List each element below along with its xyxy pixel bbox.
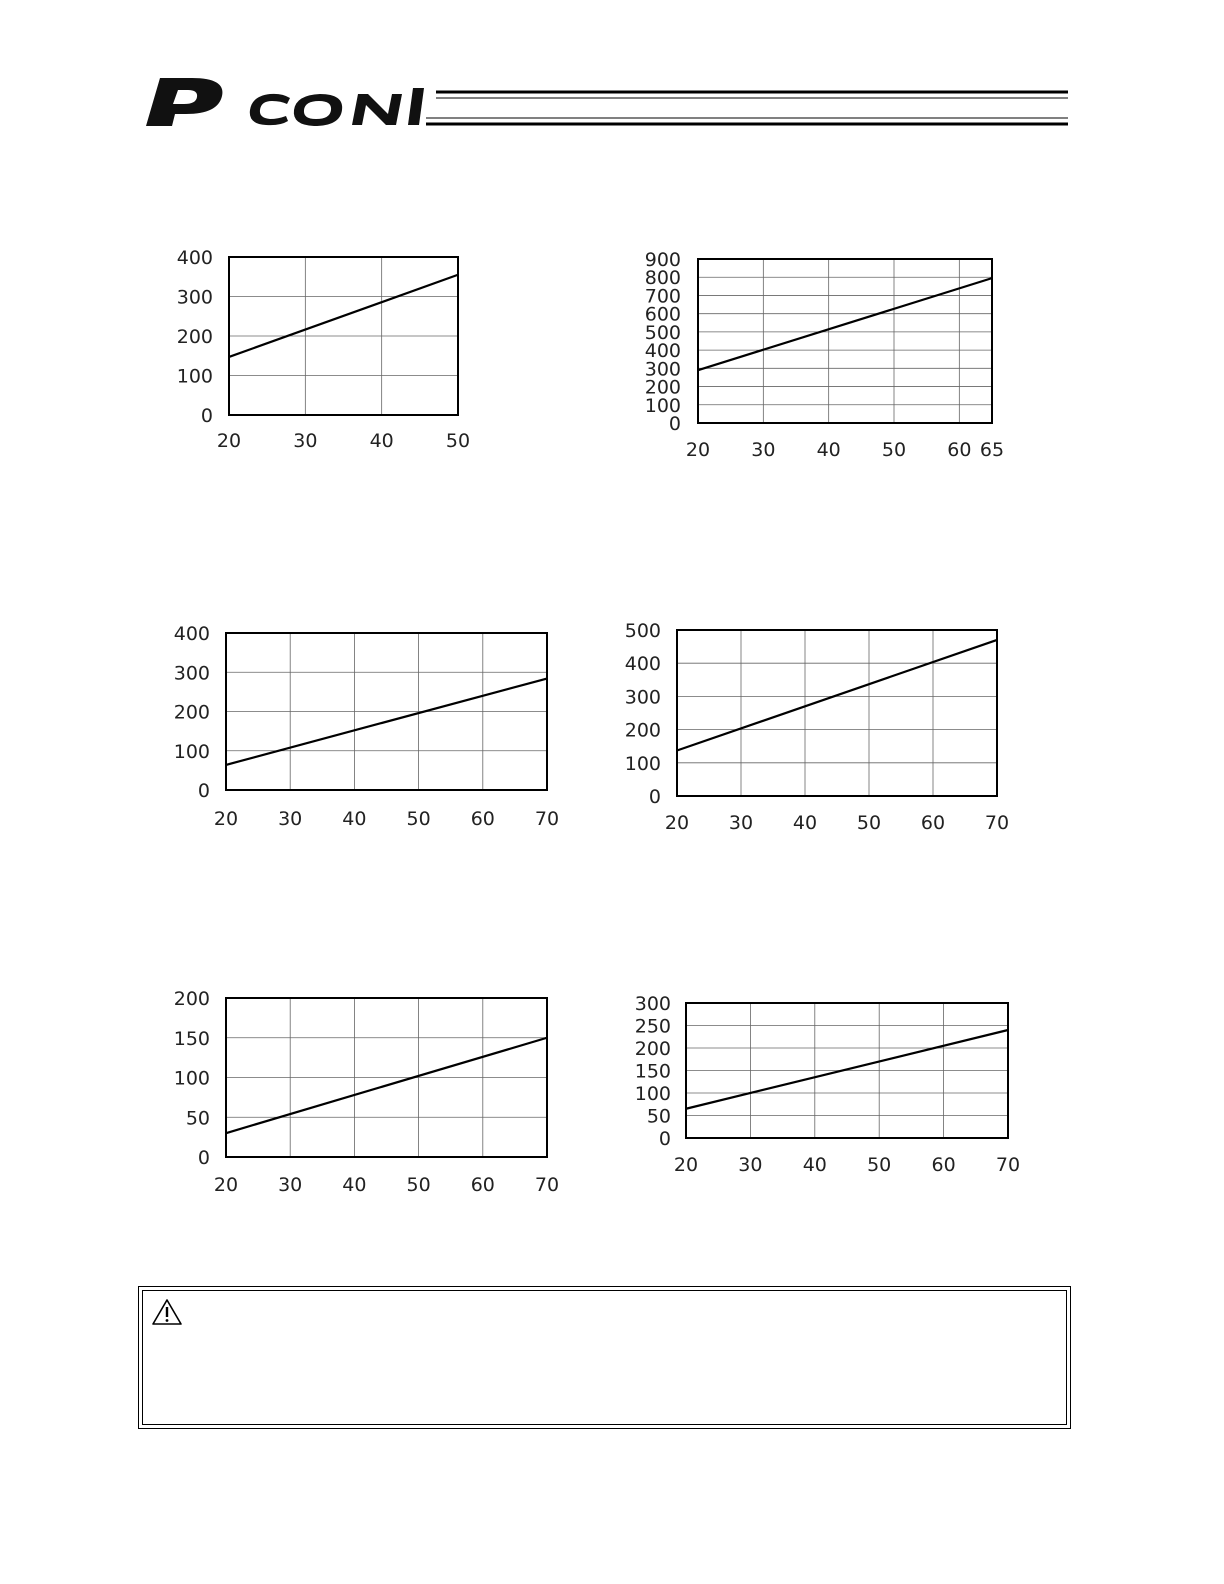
x-tick-label: 40	[792, 812, 818, 834]
y-tick-label: 400	[176, 247, 213, 269]
y-tick-label: 500	[624, 620, 661, 642]
x-tick-label: 70	[984, 812, 1010, 834]
x-tick-label: 50	[406, 808, 431, 830]
series-line	[686, 1030, 1008, 1109]
y-tick-label: 0	[648, 786, 661, 808]
y-tick-label: 300	[173, 662, 210, 685]
caution-box	[138, 1286, 1071, 1429]
caution-box-inner	[142, 1290, 1067, 1425]
y-tick-label: 300	[176, 286, 213, 309]
x-tick-label: 20	[216, 430, 242, 452]
x-tick-label: 60	[931, 1154, 956, 1176]
y-tick-label: 200	[173, 988, 210, 1010]
y-tick-label: 200	[644, 376, 681, 399]
y-tick-label: 0	[197, 1147, 210, 1169]
x-tick-label: 50	[867, 1154, 892, 1176]
x-tick-label: 50	[406, 1174, 431, 1196]
x-tick-label: 30	[738, 1154, 763, 1176]
y-tick-label: 50	[646, 1105, 671, 1128]
y-tick-label: 100	[624, 752, 661, 775]
y-tick-label: 400	[624, 653, 661, 676]
y-tick-label: 200	[176, 326, 213, 348]
y-tick-label: 150	[634, 1060, 671, 1083]
y-tick-label: 400	[644, 340, 681, 363]
x-tick-label: 30	[278, 808, 303, 830]
y-tick-label: 500	[644, 321, 681, 344]
x-tick-label: 60	[947, 439, 972, 461]
y-tick-label: 200	[634, 1038, 671, 1060]
x-tick-label: 30	[278, 1174, 303, 1196]
y-tick-label: 100	[634, 1083, 671, 1105]
y-tick-label: 100	[173, 1067, 210, 1090]
x-tick-label: 60	[470, 808, 495, 830]
y-tick-label: 100	[644, 394, 681, 417]
y-tick-label: 300	[644, 358, 681, 381]
y-tick-label: 100	[173, 740, 210, 763]
x-tick-label: 30	[293, 430, 318, 452]
x-tick-label: 20	[213, 808, 239, 830]
y-tick-label: 600	[644, 303, 681, 326]
x-tick-label: 30	[751, 439, 776, 461]
x-tick-label: 60	[920, 812, 946, 834]
y-tick-label: 0	[200, 405, 213, 427]
warning-icon	[151, 1298, 183, 1326]
x-tick-label: 70	[995, 1154, 1021, 1176]
x-tick-label: 70	[534, 808, 560, 830]
x-tick-label: 40	[342, 1174, 367, 1196]
y-tick-label: 150	[173, 1027, 210, 1050]
y-tick-label: 400	[173, 623, 210, 645]
y-tick-label: 300	[634, 993, 671, 1015]
y-tick-label: 250	[634, 1015, 671, 1038]
y-tick-label: 700	[644, 285, 681, 308]
x-tick-label: 40	[816, 439, 841, 461]
x-tick-label: 20	[213, 1174, 239, 1196]
y-tick-label: 200	[624, 719, 661, 742]
x-tick-label: 40	[342, 808, 367, 830]
x-tick-label: 30	[728, 812, 754, 834]
y-tick-label: 0	[668, 413, 681, 435]
x-tick-label: 40	[802, 1154, 827, 1176]
x-tick-label: 65	[979, 439, 1005, 461]
y-tick-label: 50	[185, 1107, 210, 1130]
y-tick-label: 100	[176, 365, 213, 388]
y-tick-label: 200	[173, 701, 210, 724]
y-tick-label: 0	[197, 780, 210, 802]
x-tick-label: 20	[673, 1154, 699, 1176]
x-tick-label: 40	[369, 430, 394, 452]
y-tick-label: 800	[644, 267, 681, 290]
y-tick-label: 0	[658, 1128, 671, 1150]
y-tick-label: 900	[644, 249, 681, 271]
x-tick-label: 60	[470, 1174, 495, 1196]
x-tick-label: 20	[685, 439, 711, 461]
x-tick-label: 70	[534, 1174, 560, 1196]
x-tick-label: 20	[664, 812, 690, 834]
x-tick-label: 50	[881, 439, 907, 461]
x-tick-label: 50	[856, 812, 882, 834]
x-tick-label: 50	[445, 430, 471, 452]
y-tick-label: 300	[624, 686, 661, 709]
